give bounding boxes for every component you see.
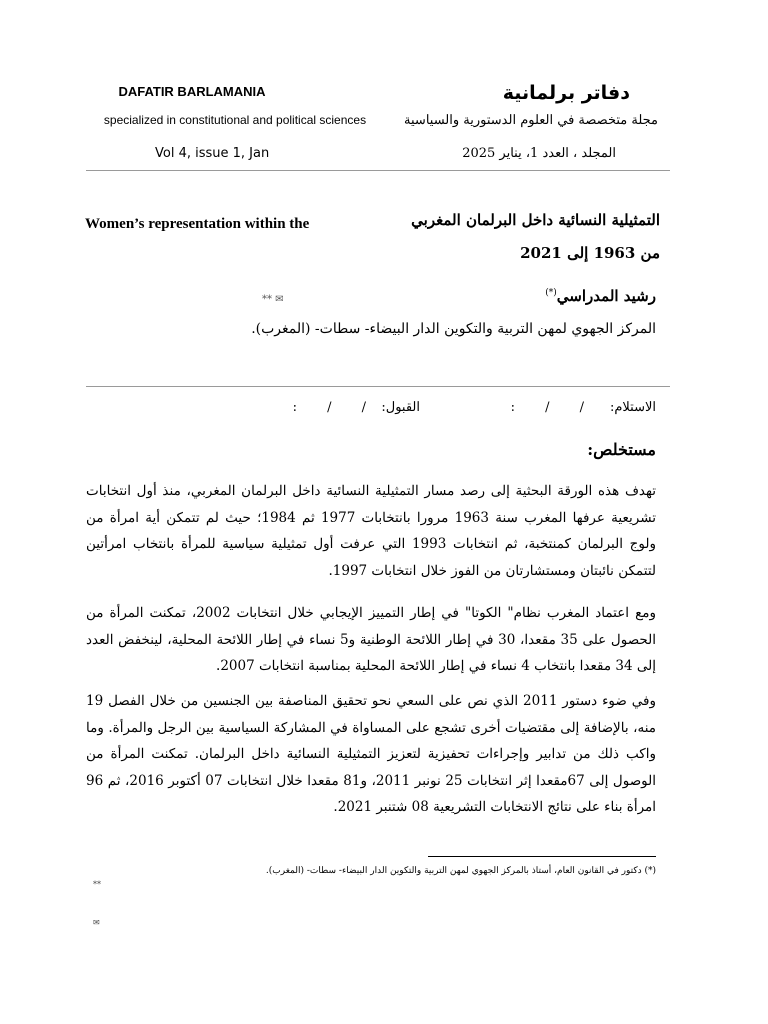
author-divider bbox=[86, 386, 670, 387]
received-value: / / : bbox=[510, 400, 584, 415]
article-title-en: Women’s representation within the bbox=[85, 216, 310, 232]
header-divider bbox=[86, 170, 670, 171]
author-footnote-marker: (*) bbox=[545, 288, 557, 298]
abstract-paragraph-3: وفي ضوء دستور 2011 الذي نص على السعي نحو تحقيق المناصفة بين الجنسين من خلال الفصل 19 منه، بالإضافة إلى مقتضيات أخرى تشجع على المساواة في المشاركة السياسية بين الرجل والمرأة. وما واكب ذلك من تدابير وإجراءات تحفيزية لتعزيز التمثيلية النسائية داخل البرلمان. تمكنت المرأة من الوصول إلى 67مقعدا إثر انتخابات 25 نونبر 2011، و81 مقعدا خلال انتخابات 07 أكتوبر 2016، ثم 96 امرأة بناء على نتائج الانتخابات التشريعية 08 شتنبر 2021. bbox=[86, 693, 657, 815]
journal-subtitle-ar: مجلة متخصصة في العلوم الدستورية والسياسية bbox=[404, 113, 658, 128]
article-title-ar-line2: من 1963 إلى 2021 bbox=[520, 244, 660, 262]
abstract-paragraph-2: ومع اعتماد المغرب نظام" الكوتا" في إطار التمييز الإيجابي خلال انتخابات 2002، تمكنت المرأة من الحصول على 35 مقعدا، 30 في إطار اللائحة الوطنية و5 نساء في إطار اللائحة المحلية، لينخفض العدد إلى 34 مقعدا بانتخاب 4 نساء في إطار اللائحة المحلية بمناسبة انتخابات 2007. bbox=[86, 605, 657, 674]
accepted-label: القبول: bbox=[381, 400, 420, 415]
issue-info-en: Vol 4, issue 1, Jan bbox=[155, 146, 270, 161]
abstract-heading: مستخلص: bbox=[587, 440, 656, 459]
accepted-value: / / : bbox=[292, 400, 366, 415]
article-title-ar-line1: التمثيلية النسائية داخل البرلمان المغربي bbox=[411, 211, 660, 229]
envelope-icon: ✉ bbox=[93, 918, 100, 927]
received-label: الاستلام: bbox=[609, 400, 656, 415]
journal-subtitle-en: specialized in constitutional and political sciences bbox=[103, 113, 367, 127]
author-marks-en: ** ✉ bbox=[262, 294, 284, 305]
author-name-ar bbox=[545, 287, 656, 305]
footnote-mark-double-asterisk: ** bbox=[93, 880, 101, 889]
issue-info-ar: المجلد ، العدد 1، يناير 2025 bbox=[462, 146, 616, 161]
footnote-author: (*) دكتور في القانون العام، أستاذ بالمركز الجهوي لمهن التربية والتكوين الدار البيضاء- سطات- (المغرب). bbox=[265, 866, 656, 876]
journal-name-en: DAFATIR BARLAMANIA bbox=[118, 84, 266, 99]
article-title-ar bbox=[370, 204, 660, 270]
footnote-divider bbox=[428, 856, 656, 857]
journal-name-ar: دفاتر برلمانية bbox=[502, 82, 630, 104]
dates-row bbox=[116, 400, 656, 420]
author-name-text: رشيد المدراسي bbox=[556, 287, 656, 305]
abstract-paragraph-1: تهدف هذه الورقة البحثية إلى رصد مسار التمثيلية النسائية داخل البرلمان المغربي، منذ أول انتخابات تشريعية عرفها المغرب سنة 1963 مرورا بانتخابات 1977 ثم 1984؛ حيث لم تتمكن أية امرأة من ولوج البرلمان كمنتخبة، ثم انتخابات 1993 التي عرفت أول تمثيلية سياسية للمرأة بانتخاب امرأتين لتتمكن نائبتان ومستشارتان من الفوز خلال انتخابات 1997. bbox=[86, 483, 657, 579]
author-affiliation-ar: المركز الجهوي لمهن التربية والتكوين الدار البيضاء- سطات- (المغرب). bbox=[251, 321, 656, 337]
